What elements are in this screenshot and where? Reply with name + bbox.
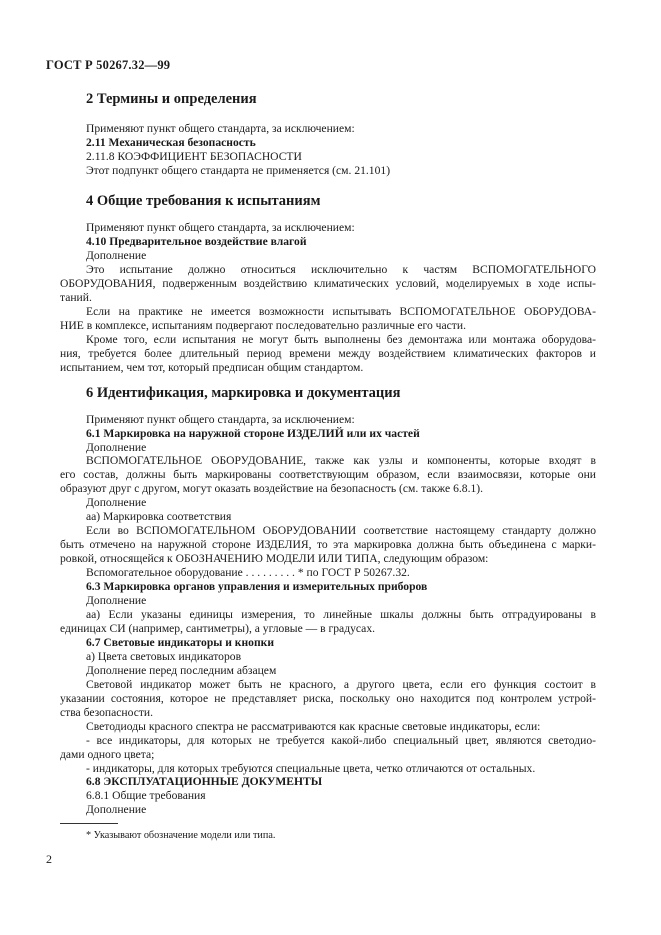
clause-heading: 6.8 ЭКСПЛУАТАЦИОННЫЕ ДОКУМЕНТЫ: [86, 775, 323, 788]
text-line: быть отмечено на наружной стороне ИЗДЕЛИЯ, то эта маркировка должна быть объединена с марки-: [60, 538, 596, 551]
text-line: Применяют пункт общего стандарта, за исключением:: [86, 221, 355, 234]
clause-heading: 4.10 Предварительное воздействие влагой: [86, 235, 307, 248]
text-line: его состав, должны быть маркированы соответствующим образом, если взаимосвязи, которые они: [60, 468, 596, 481]
footnote-divider: [60, 823, 118, 824]
text-line: НИЕ в комплексе, испытаниям подвергают последовательно различные его части.: [60, 319, 466, 332]
text-line: Дополнение: [86, 441, 147, 454]
text-line: указании состояния, которое не представляет риска, поскольку оно находится под контролем устрой-: [60, 692, 596, 705]
text-line: испытанием, чем тот, который предписан общим стандартом.: [60, 361, 364, 374]
text-line: Дополнение: [86, 594, 147, 607]
text-line: Применяют пункт общего стандарта, за исключением:: [86, 413, 355, 426]
text-line: ВСПОМОГАТЕЛЬНОЕ ОБОРУДОВАНИЕ, также как узлы и компоненты, которые входят в: [86, 454, 596, 467]
clause-heading: 6.7 Световые индикаторы и кнопки: [86, 636, 274, 649]
text-line: Это испытание должно относиться исключительно к частям ВСПОМОГАТЕЛЬНОГО: [86, 263, 596, 276]
text-line: таний.: [60, 291, 92, 304]
section-6-title: 6 Идентификация, маркировка и документация: [86, 385, 401, 401]
text-line: Световой индикатор может быть не красного, а другого цвета, если его функция состоит в: [86, 678, 596, 691]
text-line: Если на практике не имеется возможности испытывать ВСПОМОГАТЕЛЬНОЕ ОБОРУДОВА-: [86, 305, 596, 318]
footnote: * Указывают обозначение модели или типа.: [86, 830, 276, 841]
text-line: дами одного цвета;: [60, 748, 155, 761]
text-line: ства безопасности.: [60, 706, 154, 719]
text-line: аа) Маркировка соответствия: [86, 510, 232, 523]
text-line: Дополнение: [86, 803, 147, 816]
text-line: аа) Если указаны единицы измерения, то линейные шкалы должны быть отградуированы в: [86, 608, 596, 621]
text-line: Кроме того, если испытания не могут быть выполнены без демонтажа или монтажа оборудова-: [86, 333, 596, 346]
text-line: ния, требуется более длительный период времени между воздействием климатических факторов и: [60, 347, 596, 360]
section-2-title: 2 Термины и определения: [86, 91, 257, 107]
text-line: а) Цвета световых индикаторов: [86, 650, 242, 663]
text-line: - все индикаторы, для которых не требуется какой-либо специальный цвет, являются светодио-: [86, 734, 596, 747]
page-number: 2: [46, 852, 52, 866]
text-line: образуют друг с другом, могут оказать воздействие на безопасность (см. также 6.8.1).: [60, 482, 484, 495]
text-line: ровкой, относящейся к ОБОЗНАЧЕНИЮ МОДЕЛИ ИЛИ ТИПА, следующим образом:: [60, 552, 489, 565]
text-line: - индикаторы, для которых требуются специальные цвета, четко отличаются от остальных.: [86, 762, 536, 775]
text-line: Этот подпункт общего стандарта не применяется (см. 21.101): [86, 164, 391, 177]
clause-heading: 6.1 Маркировка на наружной стороне ИЗДЕЛИЙ или их частей: [86, 427, 420, 440]
text-line: Применяют пункт общего стандарта, за исключением:: [86, 122, 355, 135]
text-line: Если во ВСПОМОГАТЕЛЬНОМ ОБОРУДОВАНИИ соответствие настоящему стандарту должно: [86, 524, 596, 537]
text-line: Светодиоды красного спектра не рассматриваются как красные световые индикаторы, если:: [86, 720, 541, 733]
text-line: 2.11.8 КОЭФФИЦИЕНТ БЕЗОПАСНОСТИ: [86, 150, 302, 163]
text-line: Дополнение: [86, 496, 147, 509]
clause-heading: 6.3 Маркировка органов управления и измерительных приборов: [86, 580, 428, 593]
text-line: ОБОРУДОВАНИЯ, подверженным воздействию климатических условий, моделируемых в ходе испы-: [60, 277, 596, 290]
text-line: Вспомогательное оборудование . . . . . . . . . * по ГОСТ Р 50267.32.: [86, 566, 410, 579]
clause-heading: 2.11 Механическая безопасность: [86, 136, 256, 149]
standard-header: ГОСТ Р 50267.32—99: [46, 58, 171, 72]
text-line: единицах СИ (например, сантиметры), а угловые — в градусах.: [60, 622, 376, 635]
text-line: Дополнение: [86, 249, 147, 262]
section-4-title: 4 Общие требования к испытаниям: [86, 193, 321, 209]
text-line: Дополнение перед последним абзацем: [86, 664, 277, 677]
text-line: 6.8.1 Общие требования: [86, 789, 206, 802]
